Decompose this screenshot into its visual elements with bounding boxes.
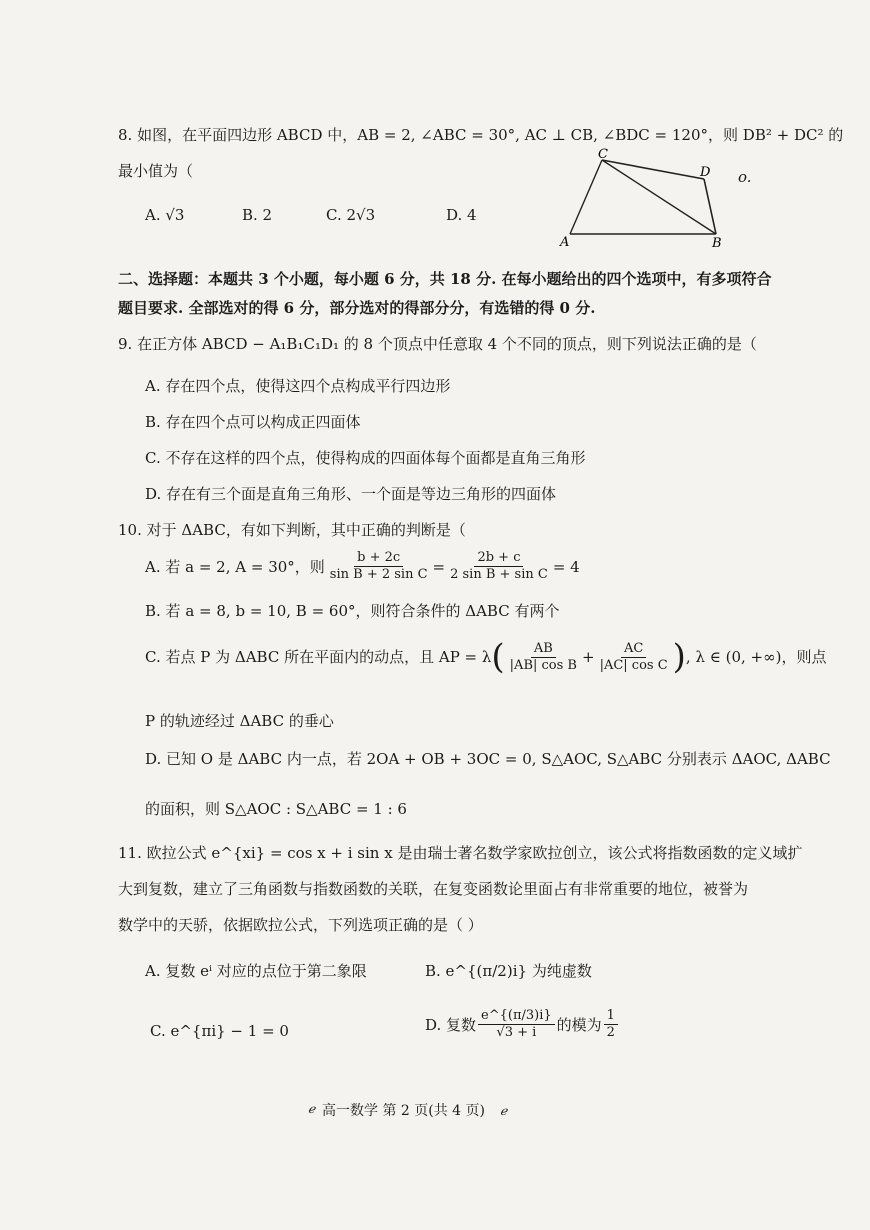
q10-a-equals: = xyxy=(432,557,446,576)
q10-a-suffix: = 4 xyxy=(552,557,580,576)
label-a: A xyxy=(560,235,570,250)
q11-line1: 11. 欧拉公式 e^{xi} = cos x + i sin x 是由瑞士著名数学家欧拉创立，该公式将指数函数的定义域扩 xyxy=(118,844,803,862)
q11-line2: 大到复数，建立了三角函数与指数函数的关联，在复变函数论里面占有非常重要的地位，被誉为 xyxy=(118,880,749,898)
q11-d-value-num: 1 xyxy=(604,1008,618,1025)
q11-d-prefix: D. 复数 xyxy=(425,1015,477,1034)
q11-d-den: √3 + i xyxy=(496,1025,537,1040)
q10-option-a xyxy=(145,550,580,583)
q10-c-plus: + xyxy=(581,648,595,666)
left-paren: ( xyxy=(491,637,505,677)
q10-option-b: B. 若 a = 8, b = 10, B = 60°，则符合条件的 ΔABC 有两个 xyxy=(145,602,560,620)
page-footer: 高一数学 第 2 页(共 4 页) xyxy=(322,1103,485,1119)
q10-a-frac2-num: 2b + c xyxy=(474,550,523,567)
footer-mark-left: ℯ xyxy=(308,1102,316,1116)
q10-c-frac2-den: |AC| cos C xyxy=(599,657,668,673)
q10-c-line2: P 的轨迹经过 ΔABC 的垂心 xyxy=(145,712,334,730)
q11-option-b: B. e^{(π/2)i} 为纯虚数 xyxy=(425,962,592,980)
q10-a-fraction-2 xyxy=(447,550,551,583)
section2-line1: 二、选择题：本题共 3 个小题，每小题 6 分，共 18 分. 在每小题给出的四个选项中，有多项符合 xyxy=(118,270,772,288)
q11-d-fraction xyxy=(478,1008,555,1041)
q11-d-value xyxy=(604,1008,618,1041)
q10-c-fraction-2 xyxy=(597,641,671,674)
q8-option-d: D. 4 xyxy=(446,206,477,224)
q9-option-a: A. 存在四个点，使得这四个点构成平行四边形 xyxy=(145,377,451,395)
q11-d-num: e^{(π/3)i} xyxy=(478,1008,555,1025)
q11-option-d xyxy=(425,1008,620,1041)
q10-a-prefix: A. 若 a = 2, A = 30°，则 xyxy=(145,557,325,576)
q8-line2: 最小值为（ xyxy=(118,162,194,180)
q8-quadrilateral-figure xyxy=(556,146,740,254)
q10-a-frac1-den: sin B + 2 sin C xyxy=(329,567,428,582)
q10-c-suffix: , λ ∈ (0, +∞)，则点 xyxy=(685,648,827,666)
q8-option-b: B. 2 xyxy=(242,206,273,224)
q10-c-frac1-num: AB xyxy=(531,641,556,658)
footer-mark-right: ℯ xyxy=(500,1104,508,1118)
segment-db xyxy=(704,179,716,234)
q10-option-d-line2: 的面积，则 S△AOC : S△ABC = 1 : 6 xyxy=(145,800,407,818)
q11-d-mid: 的模为 xyxy=(556,1015,602,1034)
q10-c-prefix: C. 若点 P 为 ΔABC 所在平面内的动点，且 AP = λ xyxy=(145,648,492,666)
q9-option-c: C. 不存在这样的四个点，使得构成的四面体每个面都是直角三角形 xyxy=(145,449,586,467)
q10-option-c xyxy=(145,637,827,677)
q9-option-d: D. 存在有三个面是直角三角形、一个面是等边三角形的四面体 xyxy=(145,485,557,503)
right-paren: ) xyxy=(672,637,686,677)
q10-c-frac2-num: AC xyxy=(621,641,646,658)
q8-mark: o. xyxy=(738,168,752,186)
q11-option-c: C. e^{πi} − 1 = 0 xyxy=(150,1022,289,1040)
q8-line1: 8. 如图，在平面四边形 ABCD 中，AB = 2, ∠ABC = 30°, AC ⊥ CB, ∠BDC = 120°，则 DB² + DC² 的 xyxy=(118,126,844,144)
q10-option-d-line1: D. 已知 O 是 ΔABC 内一点，若 2OA + OB + 3OC = 0, S△AOC, S△ABC 分别表示 ΔAOC, ΔABC xyxy=(145,750,831,768)
label-c: C xyxy=(598,147,608,162)
q8-option-a: A. √3 xyxy=(145,206,185,224)
q11-d-value-den: 2 xyxy=(606,1025,615,1040)
q11-option-a: A. 复数 eⁱ 对应的点位于第二象限 xyxy=(145,962,367,980)
q9-option-b: B. 存在四个点可以构成正四面体 xyxy=(145,413,361,431)
q8-option-c: C. 2√3 xyxy=(326,206,376,224)
q10-a-frac2-den: 2 sin B + sin C xyxy=(450,567,548,582)
q10-stem: 10. 对于 ΔABC，有如下判断，其中正确的判断是（ xyxy=(118,521,466,539)
q11-line3: 数学中的天骄，依据欧拉公式，下列选项正确的是（ ） xyxy=(118,916,483,934)
segment-ac xyxy=(570,160,602,234)
q9-stem: 9. 在正方体 ABCD − A₁B₁C₁D₁ 的 8 个顶点中任意取 4 个不同的顶点，则下列说法正确的是（ xyxy=(118,335,757,353)
q10-a-fraction-1 xyxy=(327,550,431,583)
section2-line2: 题目要求. 全部选对的得 6 分，部分选对的得部分分，有选错的得 0 分. xyxy=(118,299,596,317)
label-d: D xyxy=(700,165,711,180)
q10-c-fraction-1 xyxy=(507,641,580,674)
q10-a-frac1-num: b + 2c xyxy=(354,550,403,567)
label-b: B xyxy=(712,236,722,251)
q10-c-frac1-den: |AB| cos B xyxy=(509,657,577,673)
